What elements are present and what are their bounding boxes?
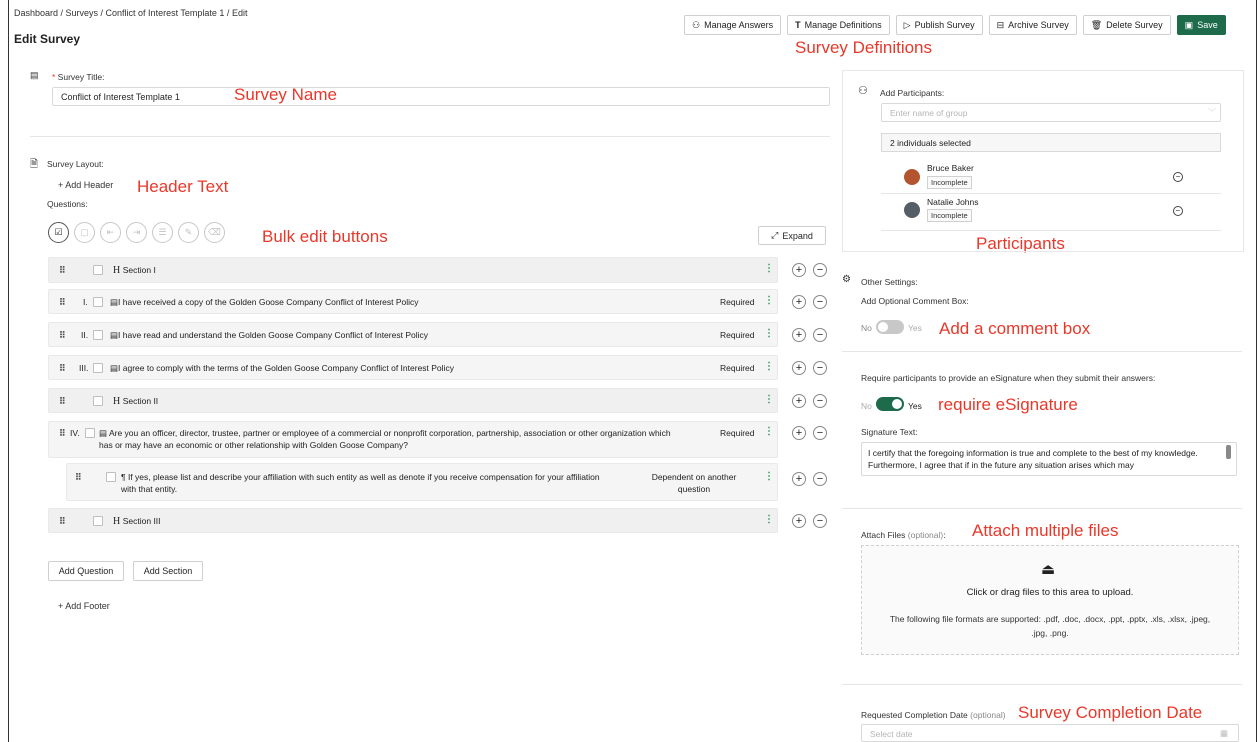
annotation-participants: Participants — [976, 234, 1065, 253]
add-icon[interactable]: + — [792, 361, 806, 375]
row-checkbox[interactable] — [85, 428, 95, 438]
add-footer-link[interactable]: + Add Footer — [58, 601, 110, 611]
more-options-icon[interactable]: ⋮ — [764, 328, 774, 339]
survey-title-label: * Survey Title: — [52, 72, 105, 82]
question-number: III. — [79, 363, 89, 373]
divider — [30, 136, 830, 137]
esignature-toggle[interactable] — [876, 397, 904, 411]
more-options-icon[interactable]: ⋮ — [764, 361, 774, 372]
divider — [842, 684, 1242, 685]
remove-icon[interactable]: − — [813, 472, 827, 486]
drag-handle-icon[interactable]: ⠿ — [59, 428, 66, 438]
page-title: Edit Survey — [14, 32, 81, 46]
question-text: ▤ Are you an officer, director, trustee, partner or employee of a commercial or nonprofit corporation, partnership, association or other organization which has or may have an economic or other relationship with Golden Goose Company? — [99, 428, 671, 450]
add-user-icon: ⚇ — [858, 85, 868, 97]
heading-icon: H — [113, 516, 123, 527]
remove-participant-icon[interactable]: − — [1173, 206, 1183, 216]
participant-name: Natalie Johns — [927, 197, 979, 207]
manage-answers-label: Manage Answers — [704, 20, 774, 30]
add-section-button[interactable]: Add Section — [133, 561, 203, 581]
expand-button[interactable] — [758, 226, 826, 245]
annotation-header-text: Header Text — [137, 177, 229, 196]
more-options-icon[interactable]: ⋮ — [764, 263, 774, 274]
toolbar — [684, 15, 1226, 35]
comment-box-toggle[interactable] — [876, 320, 904, 334]
attach-files-label: Attach Files (optional): — [861, 530, 946, 540]
comment-box-label: Add Optional Comment Box: — [861, 296, 969, 306]
id-card-icon: ▤ — [30, 70, 39, 80]
remove-icon[interactable]: − — [813, 263, 827, 277]
text-icon: T — [795, 19, 801, 30]
divider — [842, 508, 1242, 509]
required-label: Required — [720, 330, 755, 340]
breadcrumb[interactable]: Dashboard / Surveys / Conflict of Interest Template 1 / Edit — [14, 8, 248, 18]
survey-title-input[interactable]: Conflict of Interest Template 1 — [52, 87, 830, 106]
section-row[interactable] — [48, 257, 778, 283]
participant-name: Bruce Baker — [927, 163, 974, 173]
delete-survey-button[interactable] — [1083, 15, 1171, 35]
avatar — [904, 202, 920, 218]
drag-handle-icon[interactable]: ⠿ — [59, 396, 66, 406]
manage-answers-button[interactable] — [684, 15, 781, 35]
gear-icon: ⚙ — [842, 274, 851, 285]
upload-text: Click or drag files to this area to upload. — [966, 587, 1134, 598]
completion-date-label: Requested Completion Date (optional) — [861, 710, 1006, 720]
drag-handle-icon[interactable]: ⠿ — [59, 516, 66, 526]
divider — [881, 193, 1221, 194]
drag-handle-icon[interactable]: ⠿ — [59, 265, 66, 275]
text-question-icon: ▤ — [110, 297, 119, 307]
remove-icon[interactable]: − — [813, 426, 827, 440]
toggle-no-label: No — [861, 323, 872, 333]
annotation-attach-files: Attach multiple files — [972, 521, 1119, 540]
toggle-yes-label: Yes — [908, 323, 922, 333]
dependency-status: Dependent on another question — [651, 472, 737, 494]
remove-icon[interactable]: − — [813, 295, 827, 309]
row-checkbox[interactable] — [106, 472, 116, 482]
drag-handle-icon[interactable]: ⠿ — [75, 472, 82, 482]
more-options-icon[interactable]: ⋮ — [764, 426, 774, 437]
trash-icon: 🗑 — [1090, 19, 1103, 30]
delete-survey-label: Delete Survey — [1106, 20, 1163, 30]
section-title: H Section III — [113, 516, 161, 527]
add-icon[interactable]: + — [792, 514, 806, 528]
save-button[interactable] — [1177, 15, 1226, 35]
window-border-right — [1256, 0, 1257, 742]
group-select[interactable]: Enter name of group — [881, 103, 1221, 122]
archive-survey-button[interactable] — [989, 15, 1077, 35]
square-icon[interactable]: ▢ — [74, 222, 95, 243]
heading-icon: H — [113, 396, 123, 407]
completion-date-input[interactable]: Select date — [861, 724, 1239, 742]
row-checkbox[interactable] — [93, 396, 103, 406]
users-icon: ⚇ — [692, 19, 701, 30]
survey-layout-label: Survey Layout: — [47, 159, 104, 169]
archive-icon: ⊟ — [996, 19, 1005, 30]
save-label: Save — [1197, 20, 1218, 30]
drag-handle-icon[interactable]: ⠿ — [59, 297, 66, 307]
row-checkbox[interactable] — [93, 516, 103, 526]
esignature-label: Require participants to provide an eSignature when they submit their answers: — [861, 373, 1156, 383]
more-options-icon[interactable]: ⋮ — [764, 295, 774, 306]
expand-label: Expand — [782, 230, 813, 241]
add-icon[interactable]: + — [792, 328, 806, 342]
divider — [881, 230, 1221, 231]
outdent-icon[interactable]: ⇤ — [100, 222, 121, 243]
required-label: Required — [720, 363, 755, 373]
manage-definitions-label: Manage Definitions — [804, 20, 882, 30]
more-options-icon[interactable]: ⋮ — [764, 394, 774, 405]
add-question-button[interactable]: Add Question — [48, 561, 124, 581]
add-participants-label: Add Participants: — [880, 88, 945, 98]
required-label: Required — [720, 428, 755, 438]
calendar-icon: ▦ — [1220, 728, 1229, 738]
row-checkbox[interactable] — [93, 363, 103, 373]
question-text: ▤I agree to comply with the terms of the Golden Goose Company Conflict of Interest Policy — [110, 363, 454, 373]
annotation-bulk-edit: Bulk edit buttons — [262, 227, 388, 246]
list-icon[interactable]: ☰ — [152, 222, 173, 243]
indent-icon[interactable]: ⇥ — [126, 222, 147, 243]
row-checkbox[interactable] — [93, 330, 103, 340]
toggle-no-label: No — [861, 401, 872, 411]
more-options-icon[interactable]: ⋮ — [764, 471, 774, 482]
annotation-completion-date: Survey Completion Date — [1018, 703, 1203, 722]
textarea-scrollbar[interactable] — [1226, 445, 1231, 459]
status-badge: Incomplete — [927, 209, 972, 222]
remove-icon[interactable]: − — [813, 514, 827, 528]
more-options-icon[interactable]: ⋮ — [764, 514, 774, 525]
delete-icon[interactable]: ⌫ — [204, 222, 225, 243]
remove-icon[interactable]: − — [813, 361, 827, 375]
manage-definitions-button[interactable] — [787, 15, 890, 35]
drag-handle-icon[interactable]: ⠿ — [59, 363, 66, 373]
question-text: ¶ If yes, please list and describe your affiliation with such entity as well as denote if you receive compensation for your affiliation with that entity. — [121, 472, 600, 494]
annotation-esignature: require eSignature — [938, 395, 1078, 414]
status-badge: Incomplete — [927, 176, 972, 189]
avatar — [904, 169, 920, 185]
question-number: II. — [81, 330, 89, 340]
add-icon[interactable]: + — [792, 263, 806, 277]
text-question-icon: ▤ — [99, 428, 109, 438]
question-number: IV. — [70, 428, 80, 438]
add-icon[interactable]: + — [792, 426, 806, 440]
section-title: H Section I — [113, 265, 156, 276]
remove-participant-icon[interactable]: − — [1173, 172, 1183, 182]
selected-count: 2 individuals selected — [881, 133, 1221, 152]
annotation-comment-box: Add a comment box — [939, 319, 1091, 338]
edit-icon[interactable]: ✎ — [178, 222, 199, 243]
row-checkbox[interactable] — [93, 265, 103, 275]
row-checkbox[interactable] — [93, 297, 103, 307]
remove-icon[interactable]: − — [813, 328, 827, 342]
add-icon[interactable]: + — [792, 295, 806, 309]
required-label: Required — [720, 297, 755, 307]
question-text: ▤I have received a copy of the Golden Goose Company Conflict of Interest Policy — [110, 297, 419, 307]
chevron-down-icon: ﹀ — [1208, 108, 1216, 117]
other-settings-label: Other Settings: — [861, 277, 918, 287]
questions-label: Questions: — [47, 199, 88, 209]
expand-icon: ⤢ — [771, 230, 779, 240]
divider — [842, 351, 1242, 352]
signature-text-label: Signature Text: — [861, 427, 918, 437]
heading-icon: H — [113, 265, 123, 276]
question-number: I. — [83, 297, 88, 307]
annotation-survey-definitions: Survey Definitions — [795, 38, 933, 57]
document-icon: 🗎 — [30, 159, 39, 170]
add-icon[interactable]: + — [792, 472, 806, 486]
signature-text-area[interactable]: I certify that the foregoing information is true and complete to the best of my knowledge. Furthermore, I agree that if in the future any situation arises which may — [861, 442, 1237, 476]
inbox-icon: ⏏ — [1041, 561, 1056, 578]
select-all-icon[interactable]: ☑ — [48, 222, 69, 243]
annotation-survey-name: Survey Name — [234, 85, 337, 104]
add-header-link[interactable]: + Add Header — [58, 180, 114, 190]
bulk-edit-toolbar — [48, 222, 225, 243]
drag-handle-icon[interactable]: ⠿ — [59, 330, 66, 340]
text-question-icon: ▤ — [110, 363, 119, 373]
save-icon: ▣ — [1184, 19, 1194, 30]
remove-icon[interactable]: − — [813, 394, 827, 408]
text-question-icon: ▤ — [110, 330, 119, 340]
paragraph-icon: ¶ — [121, 472, 128, 482]
window-border-left — [8, 0, 9, 742]
question-text: ▤I have read and understand the Golden Goose Company Conflict of Interest Policy — [110, 330, 428, 340]
publish-survey-label: Publish Survey — [914, 20, 975, 30]
archive-survey-label: Archive Survey — [1008, 20, 1069, 30]
section-title: H Section II — [113, 396, 159, 407]
publish-survey-button[interactable] — [896, 15, 983, 35]
add-icon[interactable]: + — [792, 394, 806, 408]
toggle-yes-label: Yes — [908, 401, 922, 411]
supported-formats: The following file formats are supported: .pdf, .doc, .docx, .ppt, .pptx, .xls, .xlsx, .jpeg, .jpg, .png. — [889, 614, 1211, 638]
play-icon: ▷ — [903, 19, 911, 30]
